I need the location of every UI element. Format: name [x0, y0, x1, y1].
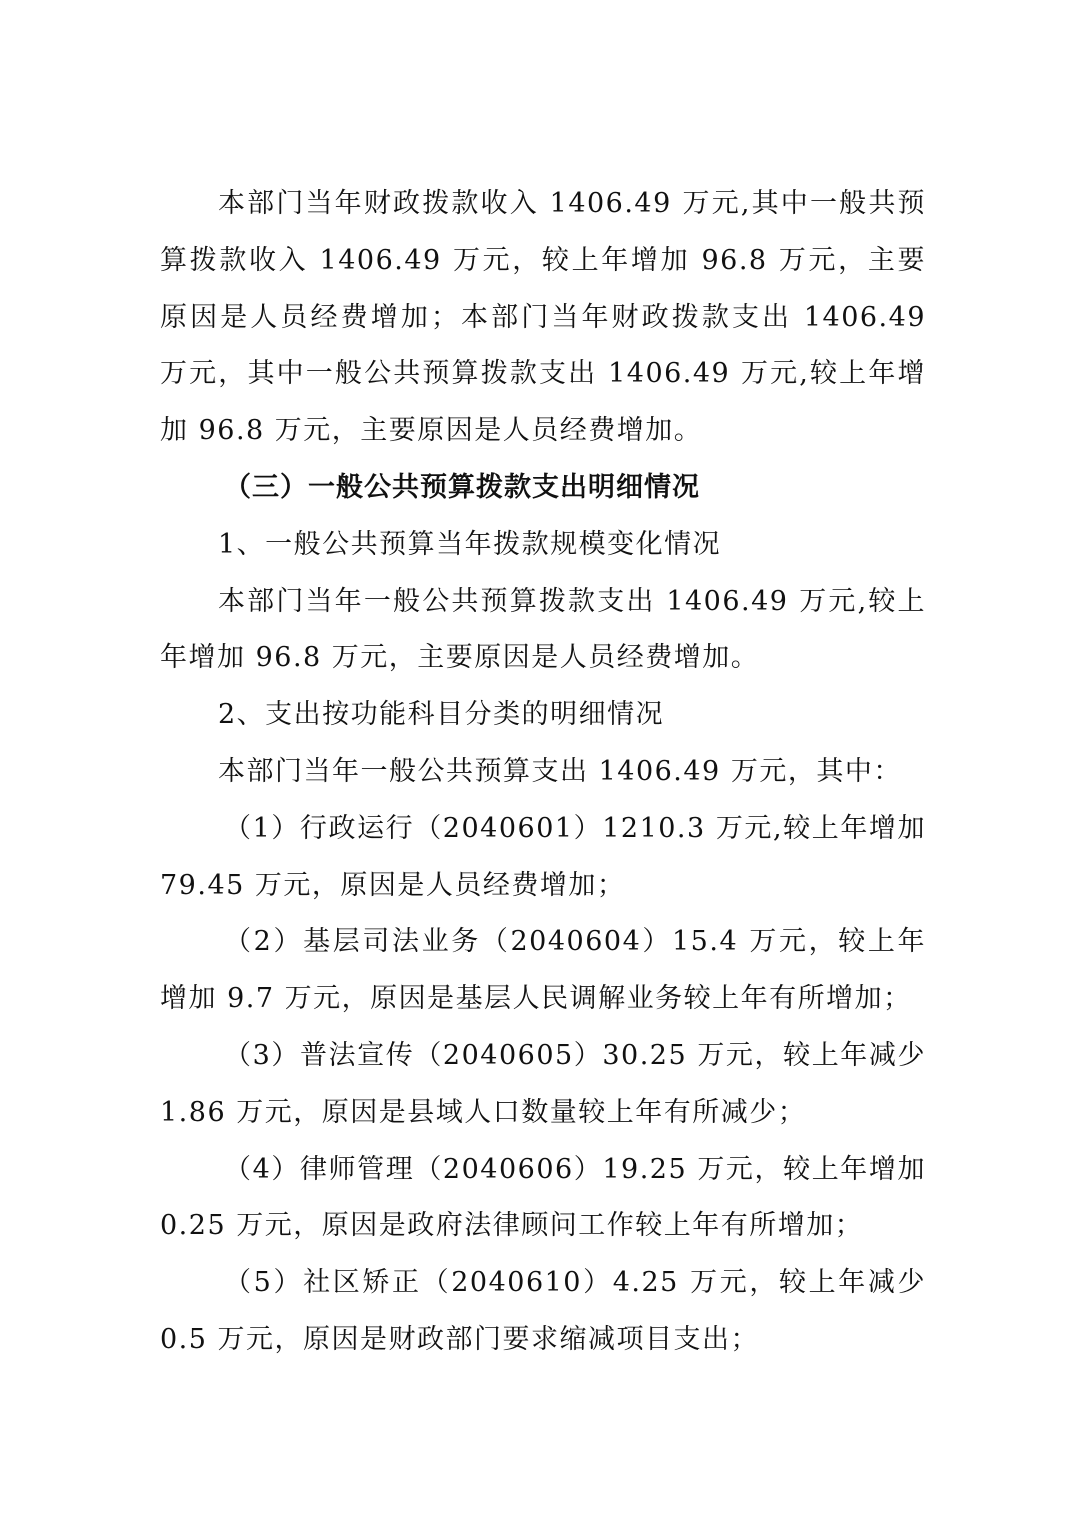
list-item-grassroots-judicial: （2）基层司法业务（2040604）15.4 万元，较上年增加 9.7 万元，原因是基层人民调解业务较上年有所增加； — [160, 926, 926, 1015]
paragraph-expenditure-total: 本部门当年一般公共预算支出 1406.49 万元，其中： — [218, 755, 902, 787]
subheading-scale-change: 1、一般公共预算当年拨款规模变化情况 — [218, 528, 722, 560]
list-item-lawyer-management: （4）律师管理（2040606）19.25 万元，较上年增加 0.25 万元，原因是政府法律顾问工作较上年有所增加； — [160, 1153, 926, 1242]
section-heading-general-budget-detail: （三）一般公共预算拨款支出明细情况 — [224, 471, 700, 503]
paragraph-scale-change: 本部门当年一般公共预算拨款支出 1406.49 万元,较上年增加 96.8 万元，主要原因是人员经费增加。 — [160, 585, 926, 674]
list-item-legal-publicity: （3）普法宣传（2040605）30.25 万元，较上年减少 1.86 万元，原因是县域人口数量较上年有所减少； — [160, 1039, 926, 1128]
list-item-community-correction: （5）社区矫正（2040610）4.25 万元，较上年减少 0.5 万元，原因是财政部门要求缩减项目支出； — [160, 1267, 926, 1355]
subheading-functional-classification: 2、支出按功能科目分类的明细情况 — [218, 699, 665, 731]
list-item-administrative-operation: （1）行政运行（2040601）1210.3 万元,较上年增加 79.45 万元，原因是人员经费增加； — [160, 812, 926, 901]
document-body — [160, 176, 926, 1369]
paragraph-appropriation-summary: 本部门当年财政拨款收入 1406.49 万元,其中一般共预算拨款收入 1406.49 万元，较上年增加 96.8 万元，主要原因是人员经费增加；本部门当年财政拨款支出 1406.49 万元，其中一般公共预算拨款支出 1406.49 万元,较上年增加 96.8 万元，主要原因是人员经费增加。 — [160, 188, 926, 447]
